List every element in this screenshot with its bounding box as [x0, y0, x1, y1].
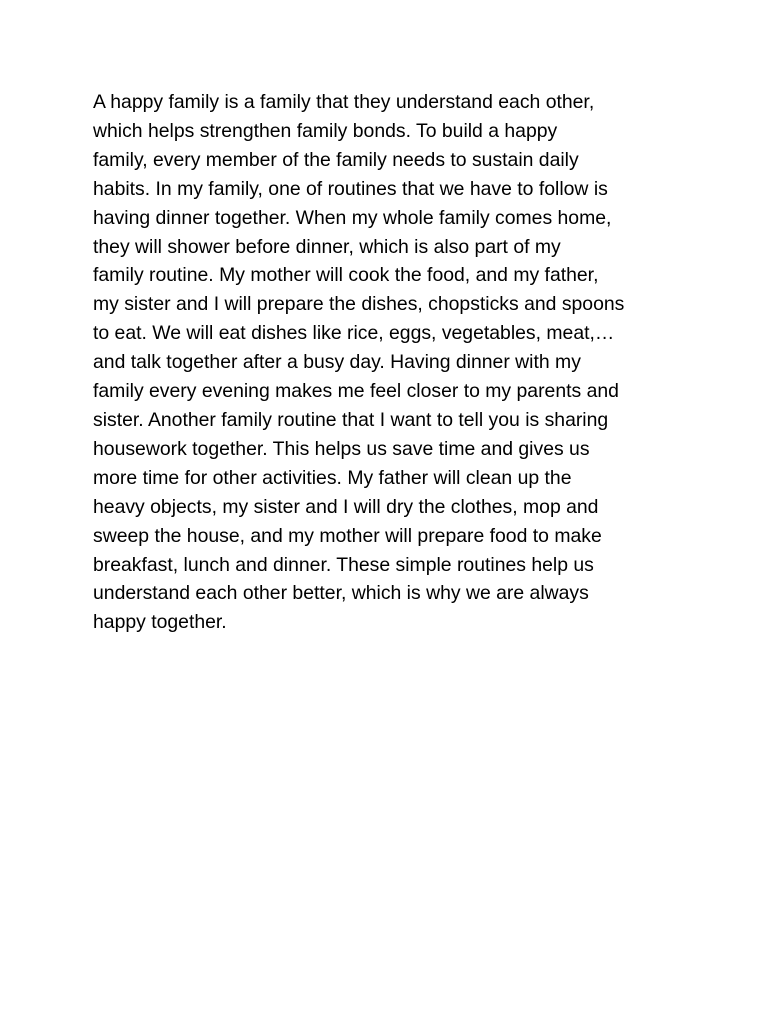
- paragraph-line-5: having dinner together. When my whole family comes home,: [93, 206, 612, 229]
- paragraph-line-9: to eat. We will eat dishes like rice, eggs, vegetables, meat,…: [93, 322, 615, 345]
- paragraph-line-4: habits. In my family, one of routines that we have to follow is: [93, 177, 608, 200]
- paragraph-line-15: heavy objects, my sister and I will dry the clothes, mop and: [93, 495, 599, 518]
- paragraph-line-1: A happy family is a family that they understand each other,: [93, 91, 595, 113]
- paragraph-line-17: breakfast, lunch and dinner. These simple routines help us: [93, 553, 594, 576]
- paragraph-line-19: happy together.: [93, 611, 227, 634]
- body-paragraph: [93, 88, 683, 637]
- paragraph-line-12: sister. Another family routine that I want to tell you is sharing: [93, 408, 609, 431]
- paragraph-line-8: my sister and I will prepare the dishes, chopsticks and spoons: [93, 293, 625, 316]
- paragraph-line-10: and talk together after a busy day. Having dinner with my: [93, 351, 581, 374]
- paragraph-line-2: which helps strengthen family bonds. To build a happy: [93, 119, 558, 142]
- paragraph-line-18: understand each other better, which is why we are always: [93, 582, 589, 605]
- paragraph-line-13: housework together. This helps us save time and gives us: [93, 437, 590, 460]
- paragraph-line-6: they will shower before dinner, which is also part of my: [93, 235, 561, 258]
- paragraph-line-14: more time for other activities. My father will clean up the: [93, 466, 572, 489]
- paragraph-line-3: family, every member of the family needs to sustain daily: [93, 148, 579, 171]
- paragraph-line-16: sweep the house, and my mother will prepare food to make: [93, 524, 602, 547]
- paragraph-line-11: family every evening makes me feel closer to my parents and: [93, 380, 619, 403]
- paragraph-line-7: family routine. My mother will cook the food, and my father,: [93, 264, 599, 287]
